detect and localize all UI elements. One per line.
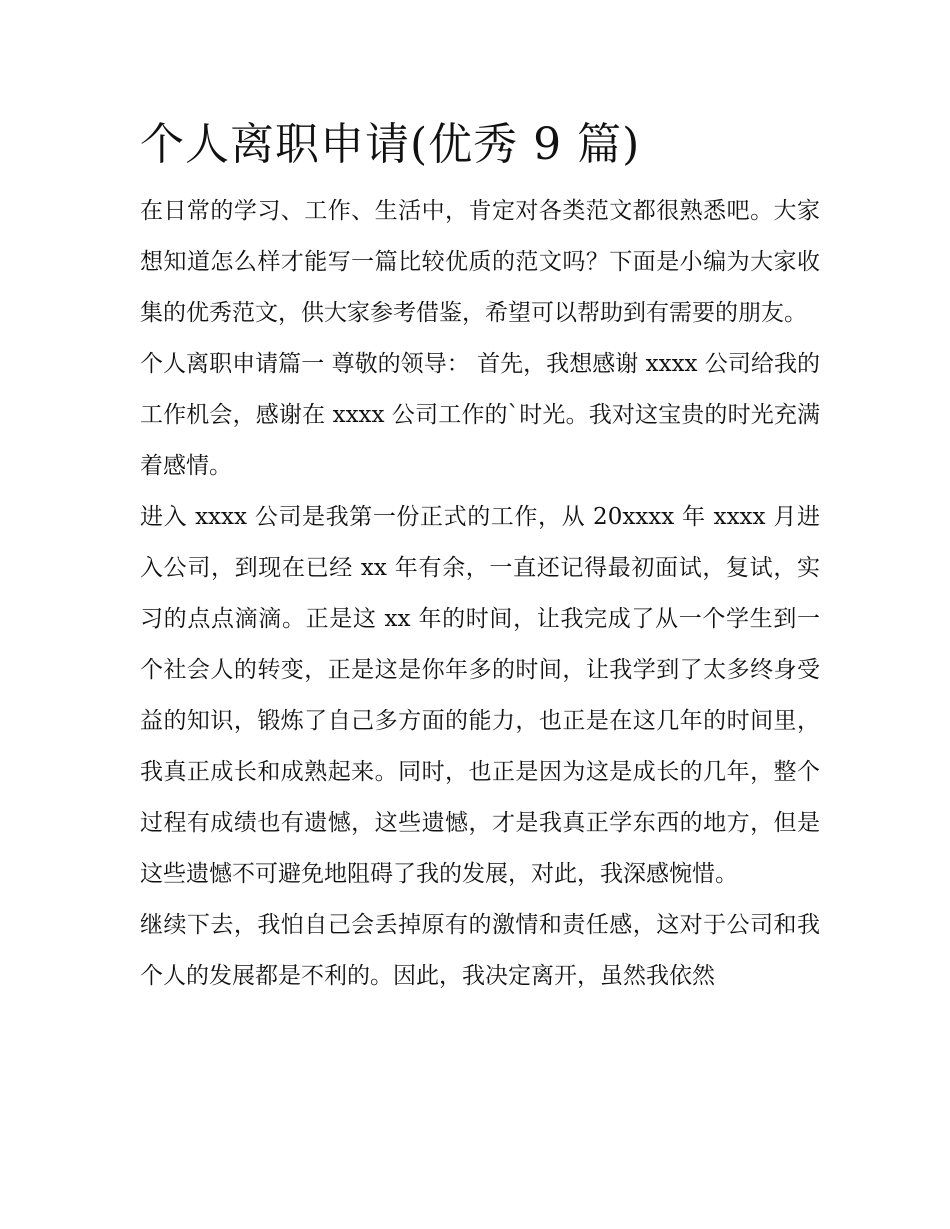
continuation-paragraph: 继续下去，我怕自己会丢掉原有的激情和责任感，这对于公司和我个人的发展都是不利的。因此，我决定离开，虽然我依然 bbox=[140, 912, 820, 989]
salutation-paragraph: 个人离职申请篇一 尊敬的领导： 首先，我想感谢 xxxx 公司给我的工作机会，感谢在 xxxx 公司工作的`时光。我对这宝贵的时光充满着感情。 bbox=[140, 351, 820, 479]
body-paragraph: 进入 xxxx 公司是我第一份正式的工作，从 20xxxx 年 xxxx 月进入公司，到现在已经 xx 年有余，一直还记得最初面试，复试，实习的点点滴滴。正是这 xx 年的时间，让我完成了从一个学生到一个社会人的转变，正是这是你年多的时间，让我学到了太多终身受益的知识，锻炼了自己多方面的能力，也正是在这几年的时间里，我真正成长和成熟起来。同时，也正是因为这是成长的几年，整个过程有成绩也有遗憾，这些遗憾，才是我真正学东西的地方，但是这些遗憾不可避免地阻碍了我的发展，对此，我深感惋惜。 bbox=[140, 504, 820, 887]
intro-paragraph: 在日常的学习、工作、生活中，肯定对各类范文都很熟悉吧。大家想知道怎么样才能写一篇比较优质的范文吗？下面是小编为大家收集的优秀范文，供大家参考借鉴，希望可以帮助到有需要的朋友。 bbox=[140, 198, 820, 326]
document-body bbox=[140, 112, 820, 1002]
document-title: 个人离职申请(优秀 9 篇) bbox=[140, 119, 641, 170]
